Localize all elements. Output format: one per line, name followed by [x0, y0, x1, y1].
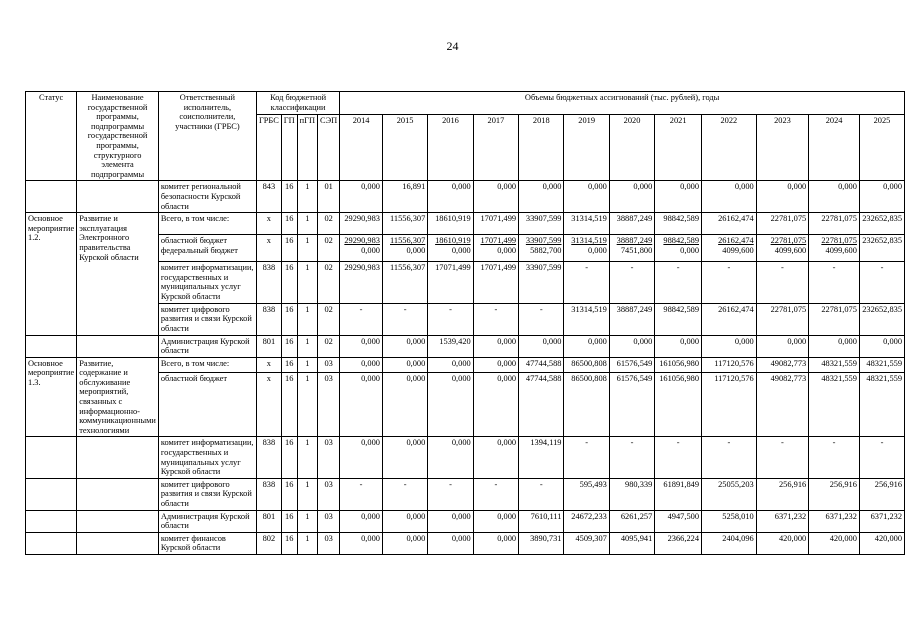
value-cell: -: [655, 437, 702, 478]
value-cell: 0,000: [519, 181, 564, 213]
value-cell: 33907,599 5882,700: [519, 235, 564, 262]
value-cell: 49082,773: [756, 373, 809, 437]
header-year-2024: 2024: [809, 114, 860, 181]
value-cell: 17071,499: [428, 262, 473, 303]
value-cell: 0,000: [340, 532, 383, 554]
value-cell: 0,000: [473, 357, 518, 372]
responsible-cell: Администрация Курской области: [158, 335, 256, 357]
header-year-2015: 2015: [382, 114, 427, 181]
value-cell: 0,000: [473, 335, 518, 357]
code-cell: 02: [318, 262, 340, 303]
status-cell: [26, 532, 77, 554]
code-cell: 01: [318, 181, 340, 213]
value-cell: -: [428, 303, 473, 335]
code-cell: 1: [297, 357, 317, 372]
value-cell: 4947,500: [655, 510, 702, 532]
code-cell: 02: [318, 303, 340, 335]
header-volumes: Объемы бюджетных ассигнований (тыс. рублей), годы: [340, 92, 905, 115]
code-cell: x: [256, 235, 281, 262]
value-cell: -: [564, 437, 609, 478]
code-cell: 1: [297, 235, 317, 262]
value-cell: 29290,983 0,000: [340, 235, 383, 262]
value-cell: 117120,576: [702, 357, 757, 372]
code-cell: 1: [297, 335, 317, 357]
status-cell: [26, 510, 77, 532]
table-row: [26, 213, 905, 235]
responsible-cell: комитет финансов Курской области: [158, 532, 256, 554]
code-cell: 802: [256, 532, 281, 554]
value-cell: 232652,835: [859, 235, 904, 262]
value-cell: 24672,233: [564, 510, 609, 532]
program-name-cell: Развитие и эксплуатация Электронного правительства Курской области: [77, 213, 159, 335]
value-cell: 0,000: [428, 357, 473, 372]
value-cell: -: [609, 437, 654, 478]
code-cell: 1: [297, 437, 317, 478]
value-cell: 0,000: [382, 510, 427, 532]
code-cell: 16: [281, 437, 297, 478]
value-cell: -: [519, 478, 564, 510]
code-cell: 838: [256, 262, 281, 303]
value-cell: 49082,773: [756, 357, 809, 372]
value-cell: 31314,519: [564, 303, 609, 335]
value-cell: 48321,559: [809, 373, 860, 437]
value-cell: 6261,257: [609, 510, 654, 532]
responsible-cell: Администрация Курской области: [158, 510, 256, 532]
value-cell: 0,000: [340, 357, 383, 372]
value-cell: 0,000: [564, 335, 609, 357]
value-cell: -: [519, 303, 564, 335]
value-cell: 38887,249 7451,800: [609, 235, 654, 262]
table-row: [26, 510, 905, 532]
value-cell: 0,000: [340, 373, 383, 437]
value-cell: -: [340, 478, 383, 510]
header-year-2021: 2021: [655, 114, 702, 181]
header-year-2022: 2022: [702, 114, 757, 181]
value-cell: 26162,474 4099,600: [702, 235, 757, 262]
value-cell: 61891,849: [655, 478, 702, 510]
code-cell: 02: [318, 235, 340, 262]
value-cell: 980,339: [609, 478, 654, 510]
code-cell: 838: [256, 437, 281, 478]
header-code-grbs: ГРБС: [256, 114, 281, 181]
value-cell: 0,000: [859, 335, 904, 357]
value-cell: 0,000: [473, 532, 518, 554]
code-cell: 801: [256, 510, 281, 532]
value-cell: 0,000: [859, 181, 904, 213]
value-cell: 161056,980: [655, 373, 702, 437]
value-cell: 17071,499: [473, 262, 518, 303]
page-number: 24: [446, 39, 459, 53]
value-cell: 1394,119: [519, 437, 564, 478]
value-cell: 22781,075: [756, 303, 809, 335]
table-row: [26, 335, 905, 357]
responsible-cell: комитет информатизации, государственных и муниципальных услуг Курской области: [158, 262, 256, 303]
code-cell: 16: [281, 213, 297, 235]
value-cell: 420,000: [809, 532, 860, 554]
value-cell: 0,000: [382, 437, 427, 478]
value-cell: 0,000: [473, 181, 518, 213]
code-cell: 1: [297, 532, 317, 554]
code-cell: 1: [297, 303, 317, 335]
value-cell: 25055,203: [702, 478, 757, 510]
header-code-sep: СЭП: [318, 114, 340, 181]
status-cell: [26, 478, 77, 510]
responsible-cell: Всего, в том числе:: [158, 213, 256, 235]
header-year-2014: 2014: [340, 114, 383, 181]
value-cell: -: [382, 478, 427, 510]
value-cell: 6371,232: [756, 510, 809, 532]
value-cell: 48321,559: [859, 357, 904, 372]
value-cell: 232652,835: [859, 303, 904, 335]
program-name-cell: [77, 181, 159, 213]
value-cell: 29290,983: [340, 213, 383, 235]
value-cell: 0,000: [428, 373, 473, 437]
value-cell: 61576,549: [609, 357, 654, 372]
value-cell: 0,000: [564, 181, 609, 213]
table-row: [26, 478, 905, 510]
code-cell: 16: [281, 303, 297, 335]
value-cell: 161056,980: [655, 357, 702, 372]
value-cell: 5258,010: [702, 510, 757, 532]
value-cell: 0,000: [473, 437, 518, 478]
value-cell: 0,000: [340, 437, 383, 478]
value-cell: 7610,111: [519, 510, 564, 532]
value-cell: 16,891: [382, 181, 427, 213]
code-cell: 16: [281, 262, 297, 303]
value-cell: -: [859, 262, 904, 303]
value-cell: 0,000: [756, 181, 809, 213]
value-cell: 595,493: [564, 478, 609, 510]
status-cell: [26, 335, 77, 357]
value-cell: 17071,499 0,000: [473, 235, 518, 262]
code-cell: 838: [256, 478, 281, 510]
value-cell: 256,916: [756, 478, 809, 510]
value-cell: 11556,307 0,000: [382, 235, 427, 262]
value-cell: 0,000: [809, 335, 860, 357]
value-cell: -: [428, 478, 473, 510]
value-cell: 0,000: [382, 357, 427, 372]
table-row: [26, 357, 905, 372]
value-cell: 22781,075 4099,600: [756, 235, 809, 262]
value-cell: 0,000: [519, 335, 564, 357]
header-status: Статус: [26, 92, 77, 181]
value-cell: -: [809, 262, 860, 303]
value-cell: 0,000: [382, 373, 427, 437]
code-cell: 1: [297, 478, 317, 510]
code-cell: 03: [318, 510, 340, 532]
code-cell: 03: [318, 532, 340, 554]
value-cell: 47744,588: [519, 373, 564, 437]
value-cell: 0,000: [428, 181, 473, 213]
value-cell: 0,000: [428, 510, 473, 532]
header-program-name: Наименование государственной программы, подпрограммы государственной программы, структурного элемента подпрограммы: [77, 92, 159, 181]
table-row: [26, 181, 905, 213]
code-cell: 16: [281, 181, 297, 213]
responsible-cell: комитет цифрового развития и связи Курской области: [158, 303, 256, 335]
value-cell: 31314,519 0,000: [564, 235, 609, 262]
value-cell: 117120,576: [702, 373, 757, 437]
status-cell: [26, 437, 77, 478]
value-cell: 22781,075 4099,600: [809, 235, 860, 262]
value-cell: -: [340, 303, 383, 335]
header-code-pgp: пГП: [297, 114, 317, 181]
value-cell: 47744,588: [519, 357, 564, 372]
value-cell: 22781,075: [809, 213, 860, 235]
program-name-cell: [77, 478, 159, 510]
value-cell: 3890,731: [519, 532, 564, 554]
value-cell: 2404,096: [702, 532, 757, 554]
code-cell: 03: [318, 478, 340, 510]
header-year-2016: 2016: [428, 114, 473, 181]
value-cell: 0,000: [340, 510, 383, 532]
responsible-cell: комитет информатизации, государственных и муниципальных услуг Курской области: [158, 437, 256, 478]
code-cell: 03: [318, 373, 340, 437]
value-cell: 0,000: [655, 181, 702, 213]
value-cell: 4509,307: [564, 532, 609, 554]
value-cell: 0,000: [340, 335, 383, 357]
value-cell: 2366,224: [655, 532, 702, 554]
code-cell: 16: [281, 373, 297, 437]
value-cell: -: [473, 478, 518, 510]
header-year-2025: 2025: [859, 114, 904, 181]
code-cell: 03: [318, 437, 340, 478]
code-cell: 843: [256, 181, 281, 213]
value-cell: 420,000: [756, 532, 809, 554]
code-cell: 03: [318, 357, 340, 372]
value-cell: 22781,075: [756, 213, 809, 235]
value-cell: 22781,075: [809, 303, 860, 335]
code-cell: 1: [297, 510, 317, 532]
value-cell: 29290,983: [340, 262, 383, 303]
status-cell: [26, 181, 77, 213]
code-cell: 02: [318, 213, 340, 235]
code-cell: 16: [281, 235, 297, 262]
value-cell: 38887,249: [609, 303, 654, 335]
value-cell: 0,000: [382, 532, 427, 554]
value-cell: 232652,835: [859, 213, 904, 235]
value-cell: 33907,599: [519, 213, 564, 235]
value-cell: -: [382, 303, 427, 335]
value-cell: -: [564, 262, 609, 303]
value-cell: 98842,589: [655, 303, 702, 335]
value-cell: 11556,307: [382, 213, 427, 235]
value-cell: 4095,941: [609, 532, 654, 554]
value-cell: 0,000: [340, 181, 383, 213]
value-cell: 18610,919 0,000: [428, 235, 473, 262]
program-name-cell: [77, 437, 159, 478]
program-name-cell: [77, 532, 159, 554]
value-cell: 0,000: [473, 373, 518, 437]
value-cell: 48321,559: [809, 357, 860, 372]
responsible-cell: Всего, в том числе:: [158, 357, 256, 372]
code-cell: 16: [281, 532, 297, 554]
value-cell: -: [702, 437, 757, 478]
table-row: [26, 437, 905, 478]
value-cell: 26162,474: [702, 213, 757, 235]
value-cell: 0,000: [655, 335, 702, 357]
code-cell: 838: [256, 303, 281, 335]
table-row: [26, 532, 905, 554]
program-name-cell: [77, 335, 159, 357]
value-cell: 26162,474: [702, 303, 757, 335]
value-cell: -: [473, 303, 518, 335]
header-responsible: Ответственный исполнитель, соисполнители, участники (ГРБС): [158, 92, 256, 181]
code-cell: 16: [281, 335, 297, 357]
responsible-cell: областной бюджет: [158, 373, 256, 437]
status-cell: Основное мероприятие 1.2.: [26, 213, 77, 335]
value-cell: 61576,549: [609, 373, 654, 437]
header-code-gp: ГП: [281, 114, 297, 181]
program-name-cell: [77, 510, 159, 532]
value-cell: 420,000: [859, 532, 904, 554]
responsible-cell: комитет региональной безопасности Курской области: [158, 181, 256, 213]
value-cell: 0,000: [428, 437, 473, 478]
header-year-2023: 2023: [756, 114, 809, 181]
value-cell: 0,000: [702, 181, 757, 213]
header-year-2020: 2020: [609, 114, 654, 181]
value-cell: 6371,232: [859, 510, 904, 532]
value-cell: -: [859, 437, 904, 478]
value-cell: 48321,559: [859, 373, 904, 437]
code-cell: 1: [297, 213, 317, 235]
code-cell: 16: [281, 510, 297, 532]
responsible-cell: областной бюджет федеральный бюджет: [158, 235, 256, 262]
header-year-2019: 2019: [564, 114, 609, 181]
value-cell: 11556,307: [382, 262, 427, 303]
responsible-cell: комитет цифрового развития и связи Курской области: [158, 478, 256, 510]
value-cell: 33907,599: [519, 262, 564, 303]
code-cell: 16: [281, 478, 297, 510]
value-cell: 0,000: [609, 181, 654, 213]
value-cell: 256,916: [809, 478, 860, 510]
header-year-2018: 2018: [519, 114, 564, 181]
value-cell: 38887,249: [609, 213, 654, 235]
code-cell: x: [256, 357, 281, 372]
code-cell: 16: [281, 357, 297, 372]
code-cell: 1: [297, 373, 317, 437]
code-cell: 1: [297, 262, 317, 303]
header-year-2017: 2017: [473, 114, 518, 181]
value-cell: 31314,519: [564, 213, 609, 235]
value-cell: 1539,420: [428, 335, 473, 357]
value-cell: -: [609, 262, 654, 303]
value-cell: 0,000: [702, 335, 757, 357]
code-cell: x: [256, 373, 281, 437]
code-cell: 1: [297, 181, 317, 213]
value-cell: -: [809, 437, 860, 478]
value-cell: -: [702, 262, 757, 303]
value-cell: -: [756, 437, 809, 478]
code-cell: x: [256, 213, 281, 235]
value-cell: 0,000: [609, 335, 654, 357]
program-name-cell: Развитие, содержание и обслуживание мероприятий, связанных с информационно-коммуникационными технологиями: [77, 357, 159, 437]
code-cell: 02: [318, 335, 340, 357]
value-cell: 0,000: [428, 532, 473, 554]
value-cell: 86500,808: [564, 373, 609, 437]
value-cell: -: [756, 262, 809, 303]
status-cell: Основное мероприятие 1.3.: [26, 357, 77, 437]
code-cell: 801: [256, 335, 281, 357]
header-budget-code: Код бюджетной классификации: [256, 92, 339, 115]
value-cell: 0,000: [473, 510, 518, 532]
value-cell: 17071,499: [473, 213, 518, 235]
value-cell: 98842,589 0,000: [655, 235, 702, 262]
value-cell: 0,000: [809, 181, 860, 213]
value-cell: -: [655, 262, 702, 303]
value-cell: 0,000: [382, 335, 427, 357]
value-cell: 98842,589: [655, 213, 702, 235]
value-cell: 6371,232: [809, 510, 860, 532]
value-cell: 0,000: [756, 335, 809, 357]
value-cell: 86500,808: [564, 357, 609, 372]
value-cell: 18610,919: [428, 213, 473, 235]
value-cell: 256,916: [859, 478, 904, 510]
budget-table: [25, 91, 905, 555]
